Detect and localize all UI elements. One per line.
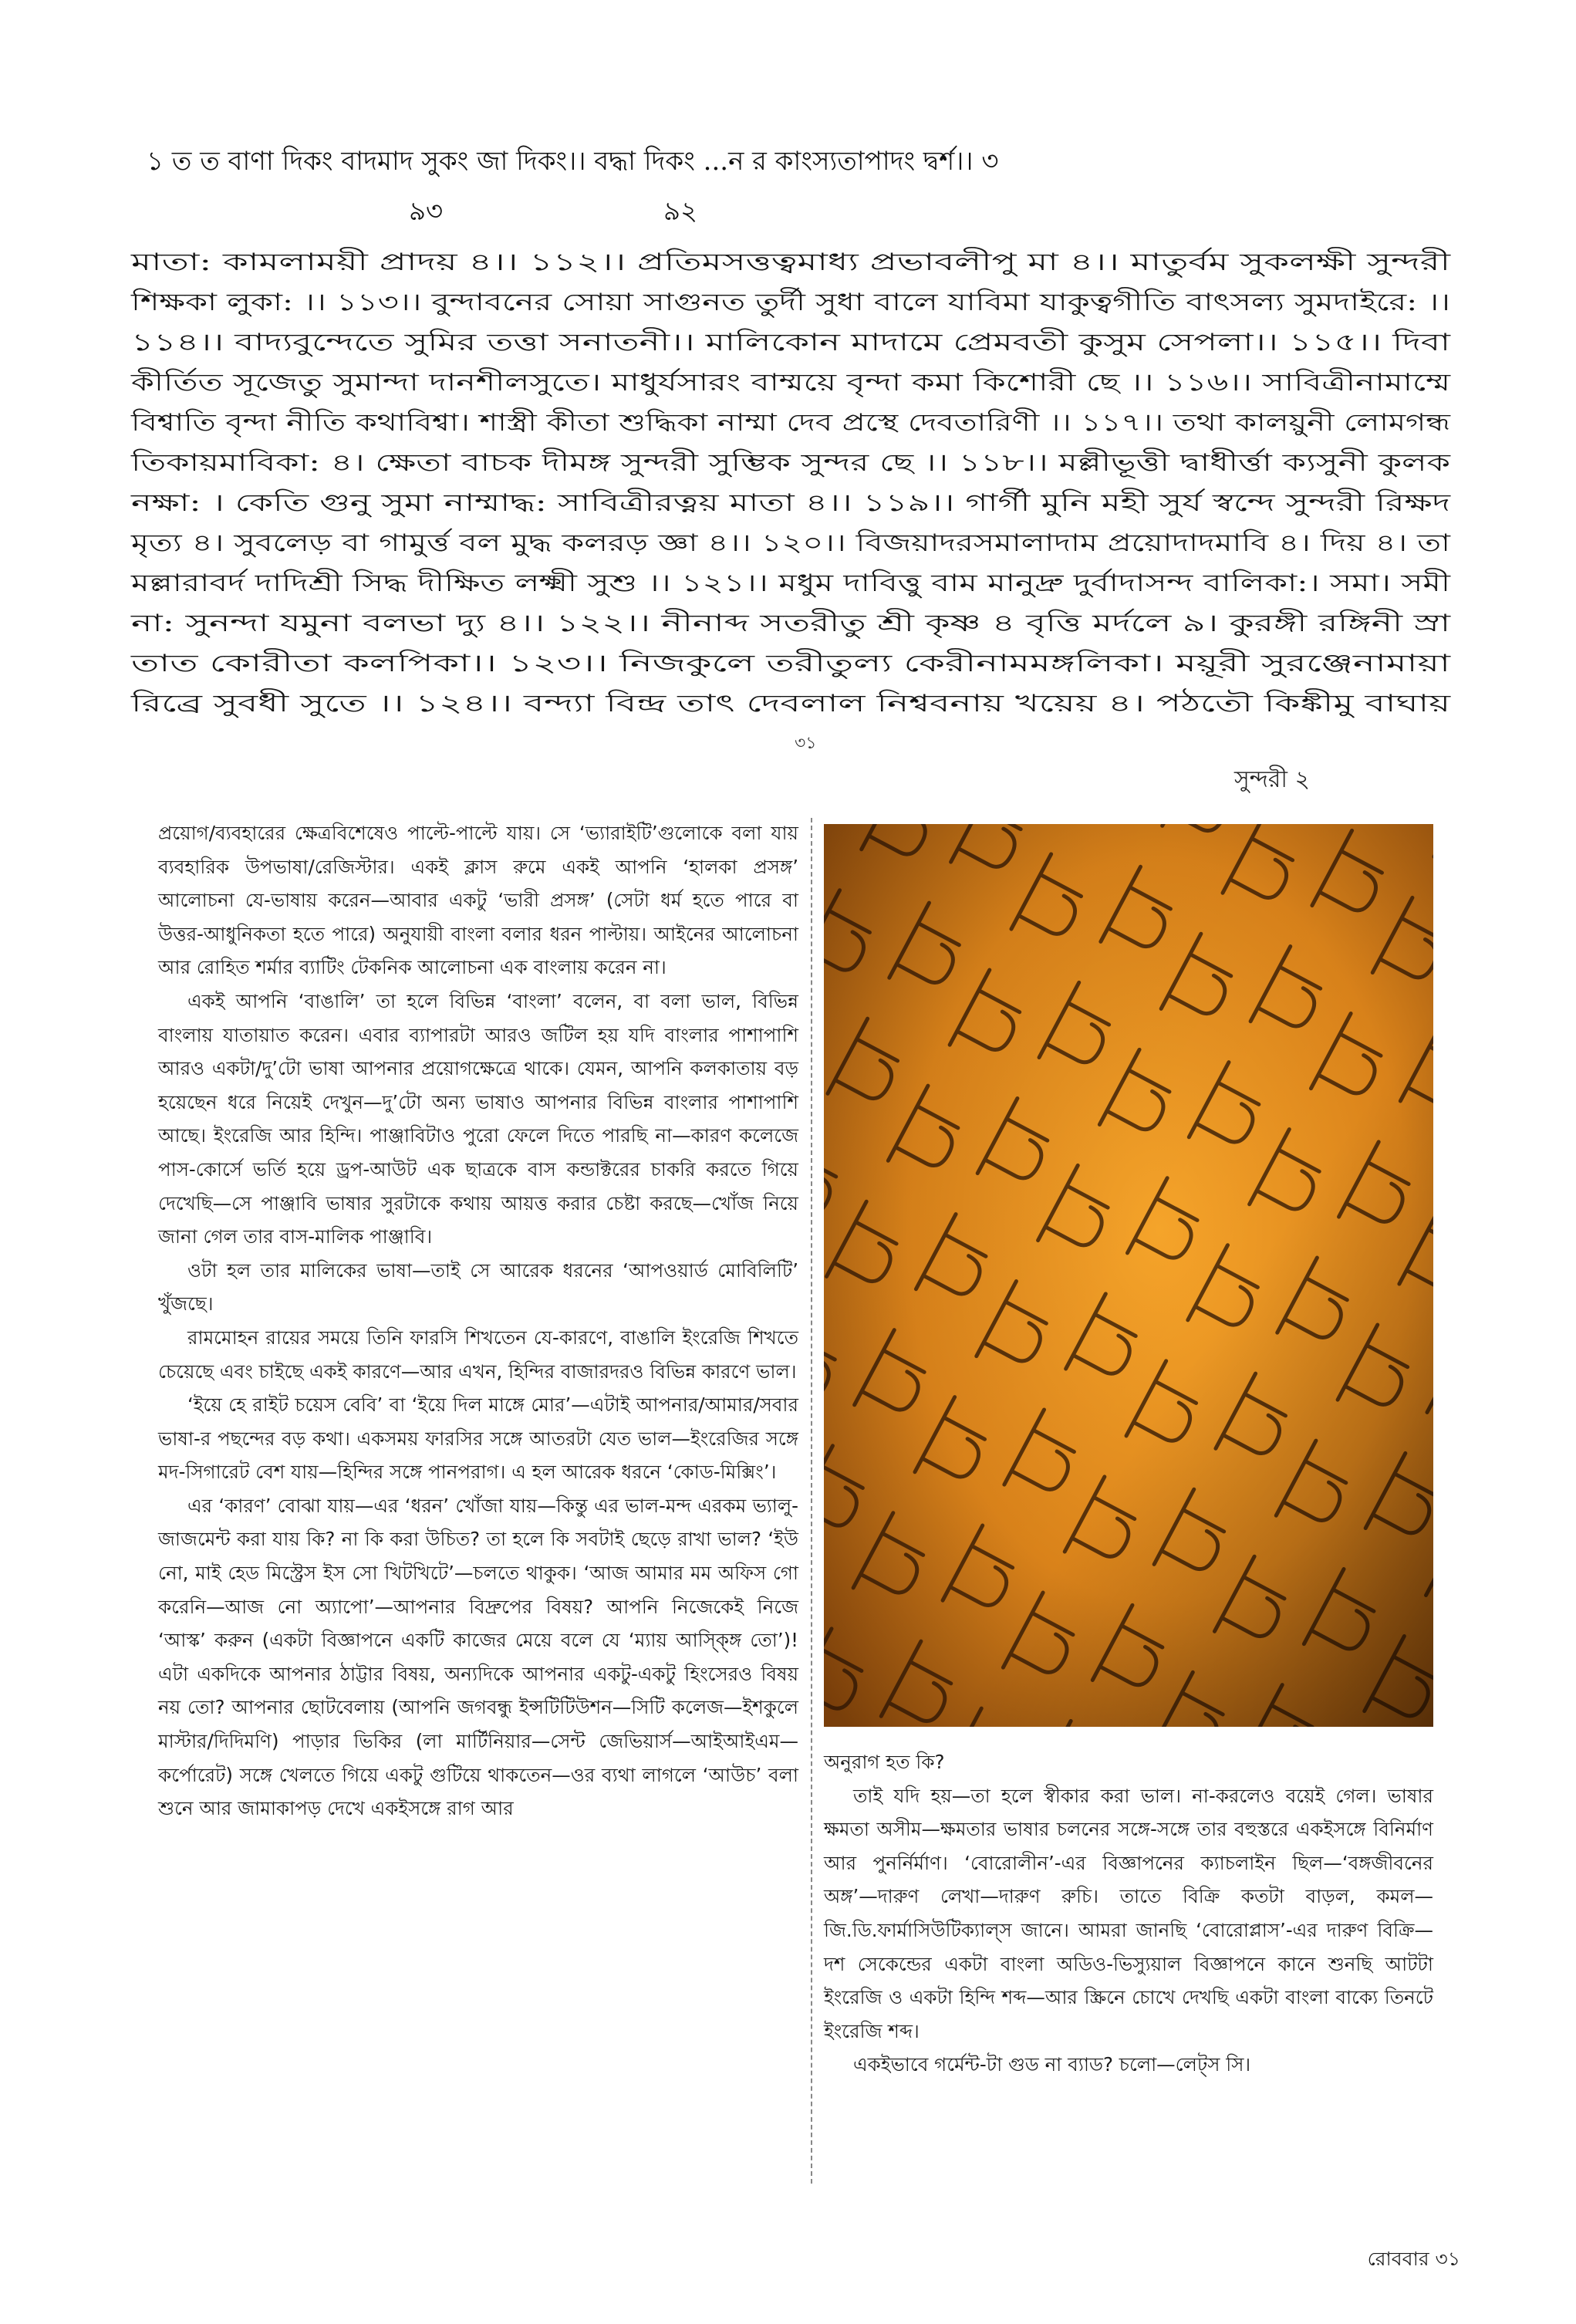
manuscript-line: ১১৪।। বাদ্যবুন্দেতে সুমির তত্তা সনাতনী।। মালিকোন মাদামে প্রেমবতী কুসুম সেপলা।। ১১৫।। দিবা	[131, 329, 1039, 356]
article-paragraph: ‘ইয়ে হে রাইট চয়েস বেবি’ বা ‘ইয়ে দিল মাঙ্গে মোর’—এটাই আপনার/আমার/সবার ভাষা-র পছন্দের বড় কথা। একসময় ফারসির সঙ্গে আতরটা যেত ভাল—ইংরেজির সঙ্গে মদ-সিগারেট বেশ যায়—হিন্দির সঙ্গে পানপরাগ। এ হল আরেক ধরনে ‘কোড-মিক্সিং’।	[158, 1393, 798, 1484]
manuscript-page-number: ৯২	[663, 196, 698, 227]
manuscript-line: বিশ্বাতি বৃন্দা নীতি কথাবিশ্বা। শাস্ত্রী কীতা শুদ্ধিকা নাম্মা দেব প্রস্থে দেবতারিণী ।। ১১৭।। তথা কালয়ুনী লোমগন্ধ	[131, 409, 1153, 437]
article-paragraph: এর ‘কারণ’ বোঝা যায়—এর ‘ধরন’ খোঁজা যায়—কিন্তু এর ভাল-মন্দ এরকম ভ্যালু-জাজমেন্ট করা যায় কি? না কি করা উচিত? তা হলে কি সবটাই ছেড়ে রাখা ভাল? ‘ইউ নো, মাই হেড মিস্ট্রেস ইস সো খিটখিটে’—চলতে থাকুক। ‘আজ আমার মম অফিস গো করেনি—আজ নো অ্যাপো’—আপনার বিদ্রুপের বিষয়? আপনি নিজেকেই নিজে ‘আস্ক’ করুন (একটা বিজ্ঞাপনে একটি কাজের মেয়ে বলে যে ‘ম্যায় আস্ক্ঙ্গি তো’)! এটা একদিকে আপনার ঠাট্টার বিষয়, অন্যদিকে আপনার একটু-একটু হিংসেরও বিষয় নয় তো? আপনার ছোটবেলায় (আপনি জগবন্ধু ইন্সটিটিউশন—সিটি কলেজ—ইশকুলে মাস্টার/দিদিমণি) পাড়ার ভিকির (লা মার্টিনিয়ার—সেন্ট জেভিয়ার্স—আইআইএম—কর্পোরেট) সঙ্গে খেলতে গিয়ে একটু গুটিয়ে থাকতেন—ওর ব্যথা লাগলে ‘আউচ’ বলা শুনে আর জামাকাপড় দেখে একইসঙ্গে রাগ আর	[158, 1494, 798, 1820]
manuscript-closeup-photo	[824, 824, 1433, 1727]
manuscript-line: না: সুনন্দা যমুনা বলভা দ্যু ৪।। ১২২।। নীনাব্দ সতরীতু শ্রী কৃষ্ণ ৪ বৃত্তি মর্দলে ৯। কুরঙ্গী রঙ্গিনী স্রা	[131, 610, 1024, 637]
article-right-column	[824, 1745, 1433, 2082]
manuscript-line: রিব্রে সুবধী সুতে ।। ১২৪।। বন্দ্যা বিন্দ্র তাৎ দেবলাল নিশ্ববনায় খয়েয় ৪। পঠতৌ কিঙ্কীমু বাঘায়	[131, 690, 999, 718]
article-paragraph: তাই যদি হয়—তা হলে স্বীকার করা ভাল। না-করলেও বয়েই গেল। ভাষার ক্ষমতা অসীম—ক্ষমতার ভাষার চলনের সঙ্গে-সঙ্গে তার বহুস্তরে একইসঙ্গে বিনির্মাণ আর পুনর্নির্মাণ। ‘বোরোলীন’-এর বিজ্ঞাপনের ক্যাচলাইন ছিল—‘বঙ্গজীবনের অঙ্গ’—দারুণ লেখা—দারুণ রুচি। তাতে বিক্রি কতটা বাড়ল, কমল—জি.ডি.ফার্মাসিউটিক্যাল্স জানে। আমরা জানছি ‘বোরোপ্লাস’-এর দারুণ বিক্রি—দশ সেকেন্ডের একটা বাংলা অডিও-ভিস্যুয়াল বিজ্ঞাপনে কানে শুনছি আটটা ইংরেজি ও একটা হিন্দি শব্দ—আর স্ক্রিনে চোখে দেখছি একটা বাংলা বাক্যে তিনটে ইংরেজি শব্দ।	[824, 1784, 1433, 2042]
manuscript-margin-note: সুন্দরী ২	[1234, 766, 1311, 793]
column-divider	[811, 818, 812, 2184]
article-left-column	[158, 816, 798, 1826]
manuscript-line: শিক্ষকা লুকা: ।। ১১৩।। বুন্দাবনের সোয়া সাগুনত তুর্দী সুধা বালে যাবিমা যাকুত্বগীতি বাৎসল্য সুমদাইরে: ।।	[131, 289, 1119, 316]
manuscript-image	[116, 116, 1473, 802]
article-paragraph: একইভাবে গর্মেন্ট-টা গুড না ব্যাড? চলো—লেট্স সি।	[853, 2053, 1251, 2076]
manuscript-bottom-note: ৩১	[795, 734, 817, 753]
article-paragraph: প্রয়োগ/ব্যবহারের ক্ষেত্রবিশেষেও পাল্টে-পাল্টে যায়। সে ‘ভ্যারাইটি’গুলোকে বলা যায় ব্যবহারিক উপভাষা/রেজিস্টার। একই ক্লাস রুমে একই আপনি ‘হালকা প্রসঙ্গ’ আলোচনা যে-ভাষায় করেন—আবার একটু ‘ভারী প্রসঙ্গ’ (সেটা ধর্ম হতে পারে বা উত্তর-আধুনিকতা হতে পারে) অনুযায়ী বাংলা বলার ধরন পাল্টায়। আইনের আলোচনা আর রোহিত শর্মার ব্যাটিং টেকনিক আলোচনা এক বাংলায় করেন না।	[158, 822, 798, 979]
article-paragraph: একই আপনি ‘বাঙালি’ তা হলে বিভিন্ন ‘বাংলা’ বলেন, বা বলা ভাল, বিভিন্ন বাংলায় যাতায়াত করেন। এবার ব্যাপারটা আরও জটিল হয় যদি বাংলার পাশাপাশি আরও একটা/দু’টো ভাষা আপনার প্রয়োগক্ষেত্রে থাকে। যেমন, আপনি কলকাতায় বড় হয়েছেন ধরে নিয়েই দেখুন—দু’টো অন্য ভাষাও আপনার বিভিন্ন বাংলার পাশাপাশি আছে। ইংরেজি আর হিন্দি। পাঞ্জাবিটাও পুরো ফেলে দিতে পারছি না—কারণ কলেজে পাস-কোর্সে ভর্তি হয়ে ড্রপ-আউট এক ছাত্রকে বাস কন্ডাক্টরের চাকরি করতে গিয়ে দেখেছি—সে পাঞ্জাবি ভাষার সুরটাকে কথায় আয়ত্ত করার চেষ্টা করছে—খোঁজ নিয়ে জানা গেল তার বাস-মালিক পাঞ্জাবি।	[158, 989, 798, 1248]
manuscript-line: মল্লারাবর্দ দাদিশ্রী সিদ্ধ দীক্ষিত লক্ষ্মী সুশু ।। ১২১।। মধুম দাবিত্তু বাম মানুদ্রু দুর্বাদাসন্দ বালিকা:। সমা। সমী	[131, 569, 1098, 597]
manuscript-line: তাত কোরীতা কলপিকা।। ১২৩।। নিজকুলে তরীতুল্য কেরীনামমঙ্গলিকা। ময়ূরী সুরঞ্জেনামায়া	[131, 650, 979, 677]
article-paragraph: ওটা হল তার মালিকের ভাষা—তাই সে আরেক ধরনের ‘আপওয়ার্ড মোবিলিটি’ খুঁজছে।	[158, 1258, 798, 1316]
manuscript-line: নক্ষা: । কেতি গুনু সুমা নাম্মাদ্ধ: সাবিত্রীরত্নয় মাতা ৪।। ১১৯।। গার্গী মুনি মহী সুর্য স্বন্দে সুন্দরী রিক্ষদ	[131, 489, 1050, 517]
manuscript-line: তিকায়মাবিকা: ৪। ক্ষেতা বাচক দীমঙ্গ সুন্দরী সুম্ভিক সুন্দর ছে ।। ১১৮।। মল্লীভূত্তী দ্বাধীর্ত্তা ক্যসুনী কুলক	[131, 449, 1071, 477]
manuscript-line: মাতা: কামলাময়ী প্রাদয় ৪।। ১১২।। প্রতিমসত্তত্বমাধ্য প্রভাবলীপু মা ৪।। মাতুর্বম সুকলক্ষী সুন্দরী	[131, 248, 1004, 276]
manuscript-line: মৃত্য ৪। সুবলেড় বা গামুর্ত্ত বল মুদ্ধ কলরড় জ্ঞা ৪।। ১২০।। বিজয়াদরসমালাদাম প্রয়োদাদমাবি ৪। দিয় ৪। তা	[131, 529, 1125, 557]
manuscript-page-number: ৯৩	[409, 196, 444, 227]
article-paragraph: অনুরাগ হত কি?	[824, 1751, 945, 1773]
manuscript-line: কীর্তিত সূজেতু সুমান্দা দানশীলসুতে। মাধুর্যসারং বাম্ময়ে বৃন্দা কমা কিশোরী ছে ।। ১১৬।। সাবিত্রীনামাম্মে	[131, 369, 1088, 397]
page-folio: রোববার ৩১	[1367, 2248, 1460, 2270]
article-paragraph: রামমোহন রায়ের সময়ে তিনি ফারসি শিখতেন যে-কারণে, বাঙালি ইংরেজি শিখতে চেয়েছে এবং চাইছে একই কারণে—আর এখন, হিন্দির বাজারদরও বিভিন্ন কারণে ভাল।	[158, 1326, 798, 1383]
manuscript-line: ১ ত ত বাণা দিকং বাদমাদ সুকং জা দিকং।। বদ্ধা দিকং ...ন র কাংস্যতাপাদং দ্বর্শ।। ৩	[147, 146, 999, 177]
